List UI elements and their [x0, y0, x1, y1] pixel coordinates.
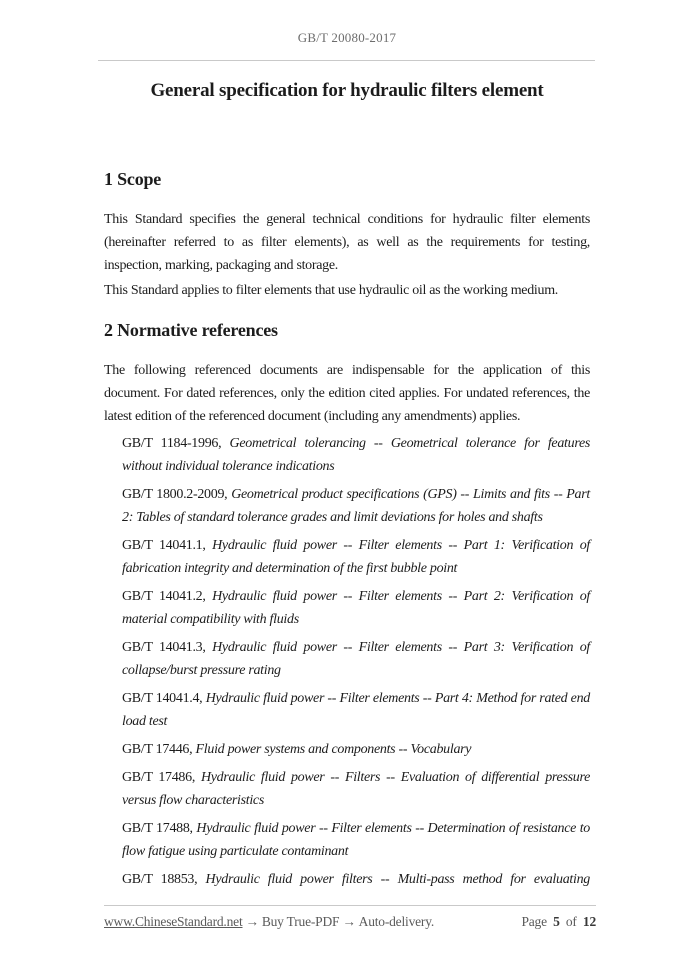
reference-item: [122, 868, 590, 891]
reference-item: [122, 766, 590, 812]
reference-code: GB/T 14041.1,: [122, 538, 206, 553]
reference-item: [122, 432, 590, 478]
reference-code: GB/T 1800.2-2009,: [122, 487, 228, 502]
footer-divider: [104, 905, 596, 906]
reference-title: Hydraulic fluid power -- Filter elements -- Part 3: Verification of collapse/burst pressure rating: [122, 640, 590, 678]
page-label: Page: [521, 914, 547, 929]
reference-title: Fluid power systems and components -- Vocabulary: [195, 742, 472, 757]
reference-code: GB/T 1184-1996,: [122, 436, 222, 451]
footer-row: [104, 914, 596, 930]
reference-title: Hydraulic fluid power -- Filter elements -- Part 4: Method for rated end load test: [122, 691, 590, 729]
reference-item: [122, 483, 590, 529]
page-indicator: [521, 914, 596, 930]
right-arrow-icon: →: [342, 914, 356, 929]
reference-list: [104, 432, 590, 891]
reference-title: Geometrical product specifications (GPS) -- Limits and fits -- Part 2: Tables of standard tolerance grades and limit deviations for holes and shafts: [122, 487, 590, 525]
document-title: General specification for hydraulic filters element: [150, 80, 544, 101]
reference-title: Hydraulic fluid power -- Filter elements -- Part 1: Verification of fabrication integrity and determination of the first bubble point: [122, 538, 590, 576]
reference-code: GB/T 14041.4,: [122, 691, 203, 706]
footer-buy-text: Buy True-PDF: [261, 914, 340, 929]
reference-title: Hydraulic fluid power -- Filter elements -- Part 2: Verification of material compatibility with fluids: [122, 589, 590, 627]
header-divider: [98, 60, 595, 61]
site-link[interactable]: www.ChineseStandard.net: [104, 914, 243, 929]
footer-delivery-text: Auto-delivery.: [358, 914, 435, 929]
scope-paragraph-2: This Standard applies to filter elements that use hydraulic oil as the working medium.: [104, 283, 558, 298]
reference-code: GB/T 17488,: [122, 821, 193, 836]
reference-item: [122, 585, 590, 631]
reference-item: [122, 534, 590, 580]
scope-paragraph-1: This Standard specifies the general technical conditions for hydraulic filter elements (hereinafter referred to as filter elements), as well as the requirements for testing, inspection, marking, packaging and storage.: [104, 212, 590, 273]
page-current: 5: [553, 914, 560, 929]
reference-item: [122, 738, 590, 761]
page-total: 12: [582, 914, 596, 929]
page-footer: [104, 905, 596, 930]
of-label: of: [565, 914, 577, 929]
reference-code: GB/T 17446,: [122, 742, 193, 757]
section-heading-normative-references: 2 Normative references: [104, 320, 278, 340]
section-heading-scope: 1 Scope: [104, 169, 162, 189]
reference-title: Hydraulic fluid power filters -- Multi-pass method for evaluating: [205, 872, 591, 887]
reference-title: Hydraulic fluid power -- Filters -- Evaluation of differential pressure versus flow characteristics: [122, 770, 590, 808]
right-arrow-icon: →: [245, 914, 259, 929]
header-doc-number: GB/T 20080-2017: [297, 30, 397, 45]
reference-code: GB/T 14041.3,: [122, 640, 206, 655]
reference-title: Geometrical tolerancing -- Geometrical tolerance for features without individual tolerance indications: [122, 436, 591, 474]
normative-intro-paragraph: The following referenced documents are indispensable for the application of this document. For dated references, only the edition cited applies. For undated references, the latest edition of the referenced document (including any amendments) applies.: [104, 363, 590, 424]
reference-title: Hydraulic fluid power -- Filter elements -- Determination of resistance to flow fatigue using particulate contaminant: [122, 821, 590, 859]
reference-code: GB/T 17486,: [122, 770, 196, 785]
footer-left-text: [104, 914, 434, 930]
reference-item: [122, 687, 590, 733]
reference-code: GB/T 14041.2,: [122, 589, 206, 604]
reference-item: [122, 817, 590, 863]
reference-item: [122, 636, 590, 682]
reference-code: GB/T 18853,: [122, 872, 198, 887]
